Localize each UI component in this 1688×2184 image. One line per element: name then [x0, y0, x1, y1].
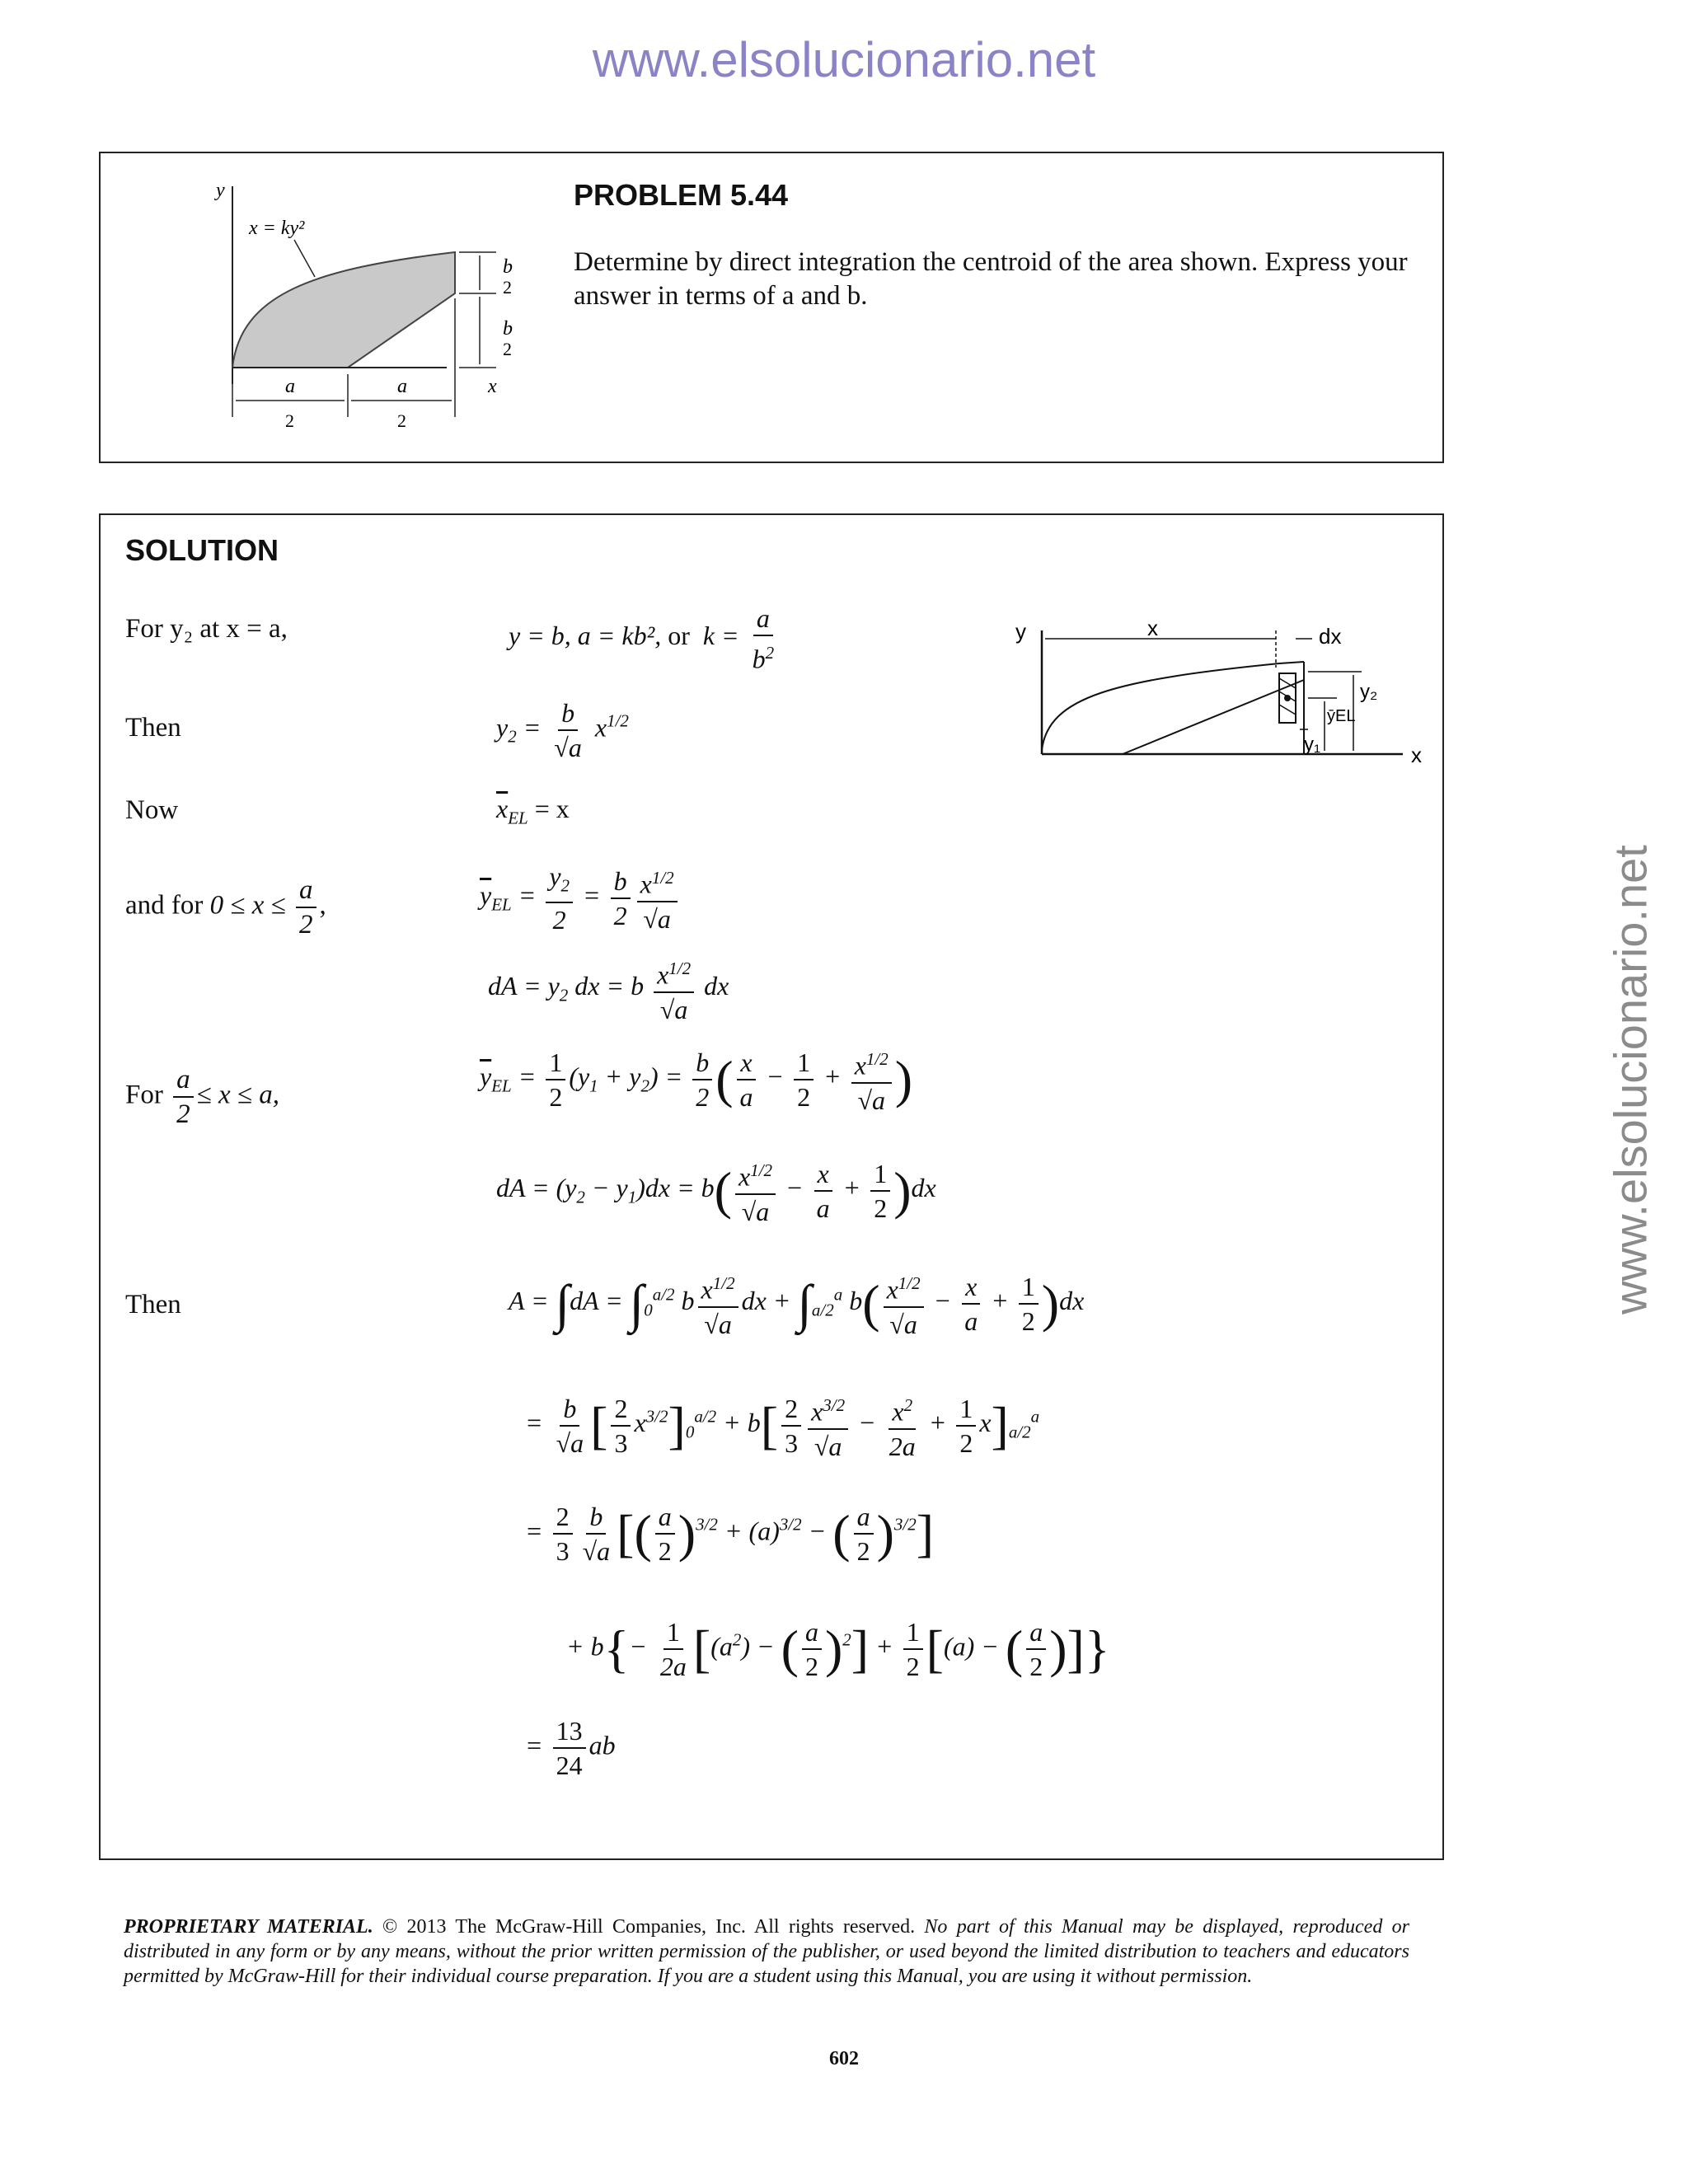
label-for-y2: For y₂ at x = a, [125, 614, 288, 644]
figure-two-label-top: 2 [503, 277, 512, 298]
equation-area-step-1: = $\frac{b}{√a}$ [ $\frac{2}{3}$ $x^{3/2}]_0^{a/2} + b$[ $\frac{2}{3}$ $\frac{x^{3/2}}{√a}$ − $\frac{x^2}{2a}$ + $\frac{1}{2}$ $x]_{a/2}^a$ [525, 1389, 1039, 1463]
equation-k: y = b, a = kb², or k = $\frac{a}{b^2}$ [509, 603, 775, 674]
equation-yel-1: $\overline{y}_{EL}$ = $\frac{y_2}{2}$ = $\frac{b}{2}$ $\frac{x^{1/2}}{√a}$ [480, 860, 681, 936]
equation-area-result: = $\frac{13}{24}$ ab [525, 1716, 616, 1780]
figure-a-label-left: a [285, 376, 295, 397]
equation-yel-2: $\overline{y}_{EL}$ = $\frac{1}{2}$ $(y_1 + y_2)$ = $\frac{b}{2}$ ( $\frac{x}{a}$ − $\frac{1}{2}$ + $\frac{x^{1/2}}{√a}$ ) [480, 1043, 912, 1117]
sketch-y2-label: y₂ [1360, 681, 1378, 703]
equation-area-step-2: = $\frac{2}{3}$ $\frac{b}{√a}$ [( $\frac{a}{2}$ )$^{3/2} + (a)^{3/2}$ − ( $\frac{a}{2}$ )$^{3/2}$] [525, 1502, 935, 1566]
label-now: Now [125, 795, 179, 825]
figure-two-label-right: 2 [397, 410, 406, 431]
equation-area-integral: $A = \int dA = \int_0^{a/2}$ b $\frac{x^{1/2}}{√a}$ dx + $\int_{a/2}^a$ b( $\frac{x^{1/2}}{√a}$ − $\frac{x}{a}$ + $\frac{1}{2}$ )dx [509, 1267, 1084, 1341]
solution-title: SOLUTION [125, 533, 279, 567]
problem-title: PROBLEM 5.44 [574, 178, 789, 212]
sketch-y-label: y [1015, 619, 1026, 644]
result-tail: ab [588, 1730, 616, 1760]
proprietary-notice [124, 1915, 1409, 1989]
sketch-yel-label: ȳEL [1327, 707, 1356, 725]
problem-statement: Determine by direct integration the centroid of the area shown. Express your answer in terms of a and b. [574, 247, 1408, 311]
watermark-url-top: www.elsolucionario.net [592, 32, 1096, 87]
sketch-y1-label: y₁ [1304, 733, 1321, 756]
result-denominator: 24 [556, 1750, 583, 1780]
sketch-dx-label: dx [1319, 624, 1342, 649]
label-then-1: Then [125, 713, 181, 743]
equation-xel: $\overline{x}_{EL} = x$ [496, 794, 570, 828]
solution-box [99, 513, 1444, 1860]
sketch-x-dim-label: x [1147, 616, 1158, 640]
proprietary-italic: No part of this Manual may be displayed, reproduced or distributed in any form or by any means, without the prior written permission of the publisher, or used beyond the limited distribution to teachers and educators permitted by McGraw-Hill for their individual course preparation. If you are a student using this Manual, you are using it without permission. [124, 1916, 1409, 1987]
figure-y-axis-label: y [216, 180, 225, 201]
label-and-for: and for 0 ≤ x ≤ $\frac{a}{2}$ , [125, 875, 326, 940]
equation-y2: $y_2$ = $\frac{b}{√a}$ $x^{1/2}$ [496, 698, 629, 762]
equation-area-step-3: + b{− $\frac{1}{2a}$ [$(a^2)$ − ( $\frac{a}{2}$ )$^2$] + $\frac{1}{2}$ [(a) − ( $\frac{a}{2}$ )]} [566, 1617, 1110, 1681]
solution-sketch [991, 606, 1452, 804]
figure-b-label-bottom: b [503, 318, 513, 340]
sketch-x-axis-label: x [1411, 743, 1422, 767]
problem-box [99, 152, 1444, 463]
watermark-url-side: www.elsolucionario.net [1604, 845, 1657, 1315]
page-number: 602 [829, 2048, 859, 2069]
proprietary-normal: © 2013 The McGraw-Hill Companies, Inc. All rights reserved. [373, 1916, 925, 1938]
label-for-range: For $\frac{a}{2}$ ≤ x ≤ a, [125, 1065, 279, 1129]
problem-figure [150, 170, 612, 442]
figure-two-label-bottom: 2 [503, 339, 512, 359]
figure-a-label-right: a [397, 376, 407, 397]
proprietary-bold: PROPRIETARY MATERIAL. [124, 1916, 373, 1938]
label-then-2: Then [125, 1290, 181, 1319]
figure-b-label-top: b [503, 256, 513, 278]
equation-da-1: dA = $y_2$ dx = b $\frac{x^{1/2}}{√a}$ dx [488, 952, 729, 1026]
figure-x-axis-label: x [488, 376, 497, 397]
equation-da-2: dA = $(y_2 - y_1)dx = b$( $\frac{x^{1/2}}{√a}$ − $\frac{x}{a}$ + $\frac{1}{2}$ )dx [496, 1154, 936, 1228]
figure-curve-label: x = ky² [249, 218, 305, 239]
figure-two-label-left: 2 [285, 410, 294, 431]
result-numerator: 13 [553, 1714, 586, 1749]
